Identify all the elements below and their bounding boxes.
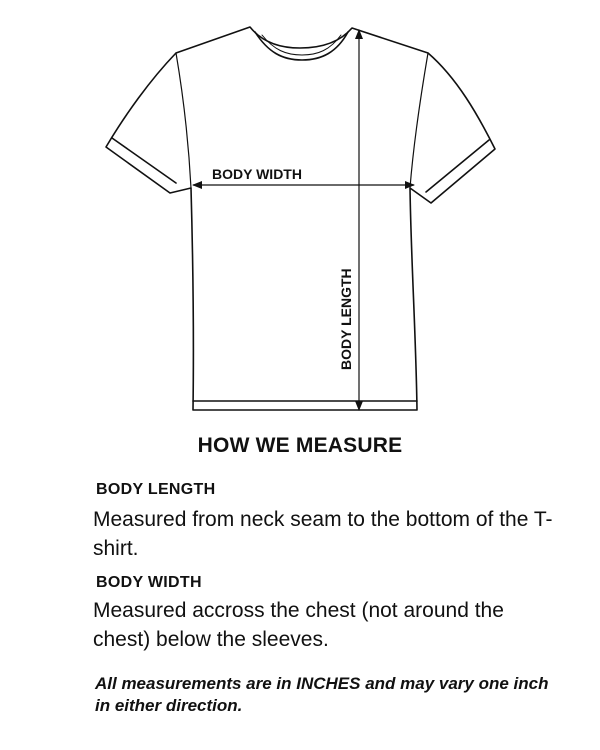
body-length-description: Measured from neck seam to the bottom of the T-shirt.: [93, 508, 553, 560]
tshirt-outline: [106, 27, 495, 410]
body-length-title: BODY LENGTH: [96, 481, 216, 498]
body-length-label: BODY LENGTH: [338, 268, 354, 370]
page-title: HOW WE MEASURE: [197, 434, 403, 457]
body-width-title: BODY WIDTH: [96, 574, 202, 591]
measurement-note: All measurements are in INCHES and may vary one inch in either direction.: [95, 674, 549, 715]
body-width-label: BODY WIDTH: [212, 166, 302, 182]
body-width-description: Measured accross the chest (not around the chest) below the sleeves.: [93, 599, 504, 651]
